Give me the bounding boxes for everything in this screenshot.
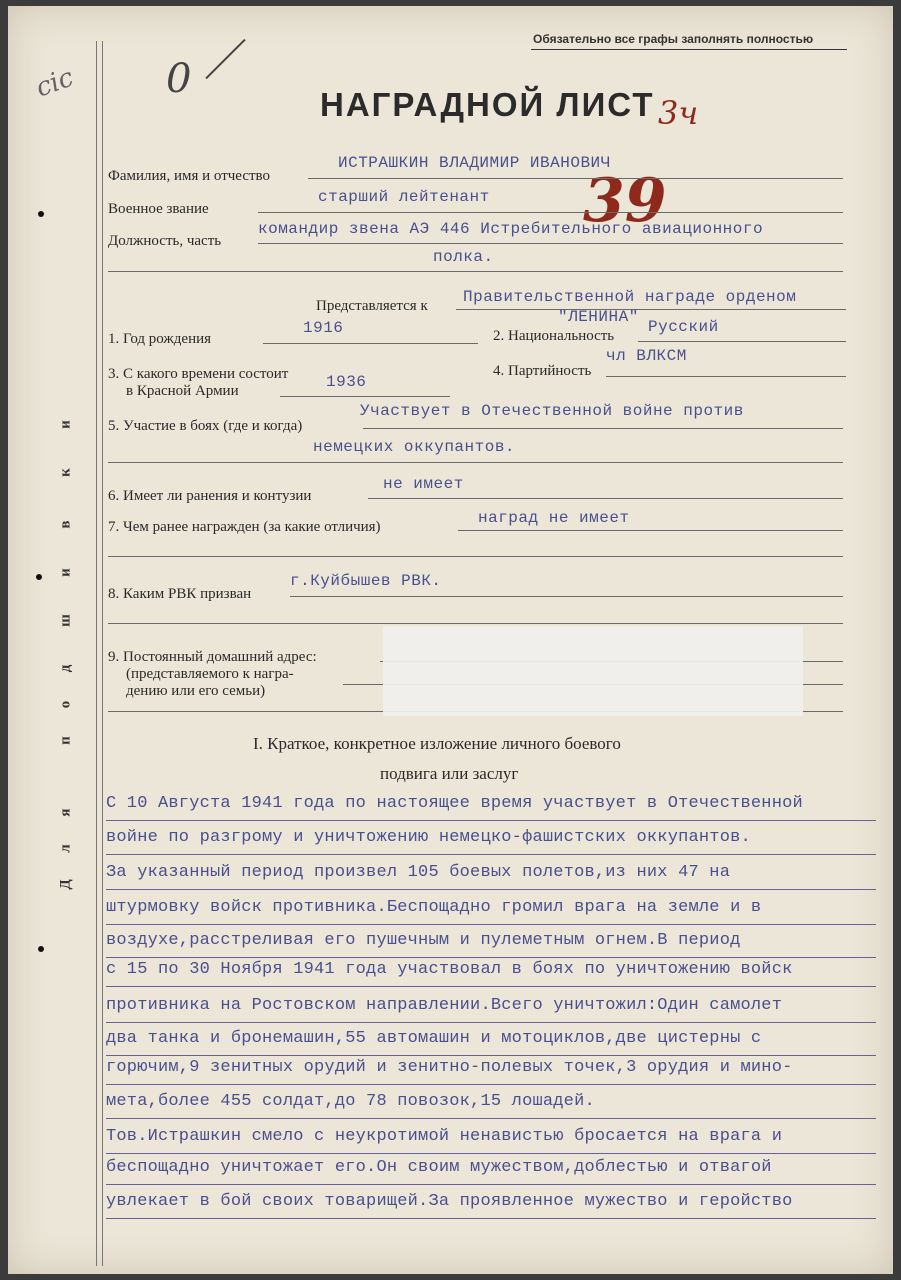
body-underline [106, 820, 876, 821]
pencil-stroke [205, 39, 245, 79]
body-underline [106, 854, 876, 855]
battles-rule-2 [108, 462, 843, 463]
award-sheet [8, 6, 893, 1274]
body-line: С 10 Августа 1941 года по настоящее время участвует в Отечественной [106, 794, 803, 813]
body-line: беспощадно уничтожает его.Он своим мужеством,доблестью и отвагой [106, 1158, 772, 1177]
left-margin-line [96, 41, 97, 1266]
body-line: два танка и бронемашин,55 автомашин и мотоциклов,две цистерны с [106, 1029, 762, 1048]
address-label-2: (представляемого к награ- [126, 666, 294, 682]
body-line: с 15 по 30 Ноября 1941 года участвовал в боях по уничтожению войск [106, 960, 793, 979]
body-line: противника на Ростовском направлении.Всего уничтожил:Один самолет [106, 996, 783, 1015]
body-underline [106, 1118, 876, 1119]
party-value: чл ВЛКСМ [606, 347, 687, 365]
binding-hole [36, 574, 42, 580]
body-underline [106, 1184, 876, 1185]
body-line: войне по разгрому и уничтожению немецко-фашистских оккупантов. [106, 828, 751, 847]
left-margin-line-inner [102, 41, 103, 1266]
presented-value-2: "ЛЕНИНА" [558, 308, 639, 326]
post-rule-2 [108, 271, 843, 272]
title-number-handwritten: 3ч [658, 94, 699, 132]
wounds-label: 6. Имеет ли ранения и контузии [108, 488, 312, 504]
body-underline [106, 889, 876, 890]
margin-label-for-binding: Д л я п о д ш и в к и [57, 420, 74, 890]
fill-all-fields-note: Обязательно все графы заполнять полностью [533, 32, 814, 46]
body-underline [106, 1084, 876, 1085]
battles-label: 5. Участие в боях (где и когда) [108, 418, 303, 434]
wounds-value: не имеет [383, 475, 464, 493]
fio-label: Фамилия, имя и отчество [108, 168, 271, 184]
wounds-rule [368, 498, 843, 499]
fio-value: ИСТРАШКИН ВЛАДИМИР ИВАНОВИЧ [338, 154, 611, 172]
nationality-label: 2. Национальность [493, 328, 615, 344]
body-line: воздухе,расстреливая его пушечным и пулеметным огнем.В период [106, 931, 741, 950]
body-underline [106, 1055, 876, 1056]
body-line: За указанный период произвел 105 боевых полетов,из них 47 на [106, 863, 731, 882]
birth-year-label: 1. Год рождения [108, 331, 212, 347]
body-line: мета,более 455 солдат,до 78 повозок,15 лошадей. [106, 1092, 595, 1111]
body-line: увлекает в бой своих товарищей.За проявленное мужество и геройство [106, 1192, 793, 1211]
army-since-value: 1936 [326, 373, 367, 391]
post-value-2: полка. [433, 248, 494, 266]
binding-hole [38, 946, 44, 952]
rvk-value: г.Куйбышев РВК. [290, 572, 442, 590]
body-underline [106, 924, 876, 925]
army-since-label-2: в Красной Армии [126, 383, 239, 399]
body-underline [106, 1218, 876, 1219]
birth-year-value: 1916 [303, 319, 344, 337]
presented-label: Представляется к [316, 298, 428, 314]
body-underline [106, 1153, 876, 1154]
army-since-rule [280, 396, 450, 397]
address-label-3: дению или его семьи) [126, 683, 266, 699]
zero-handwritten: 0 [166, 56, 192, 102]
large-number-handwritten: 39 [583, 166, 667, 236]
army-since-label-1: 3. С какого времени состоит [108, 366, 289, 382]
previous-awards-label: 7. Чем ранее награжден (за какие отличия) [108, 519, 381, 535]
previous-awards-rule-2 [108, 556, 843, 557]
rvk-rule-2 [108, 623, 843, 624]
previous-awards-value: наград не имеет [478, 509, 630, 527]
body-underline [106, 1022, 876, 1023]
body-line: штурмовку войск противника.Беспощадно громил врага на земле и в [106, 898, 762, 917]
party-rule [606, 376, 846, 377]
body-line: горючим,9 зенитных орудий и зенитно-полевых точек,3 орудия и мино- [106, 1058, 793, 1077]
rank-label: Военное звание [108, 201, 209, 217]
battles-rule-1 [363, 428, 843, 429]
post-label: Должность, часть [108, 233, 222, 249]
body-line: Тов.Истрашкин смело с неукротимой ненавистью бросается на врага и [106, 1127, 783, 1146]
party-label: 4. Партийность [493, 363, 592, 379]
page-title: НАГРАДНОЙ ЛИСТ [320, 86, 655, 123]
presented-rule [456, 309, 846, 310]
post-rule-1 [258, 243, 843, 244]
corner-initials-handwritten: сiс [31, 62, 78, 104]
redacted-address-block [383, 626, 803, 716]
nationality-value: Русский [648, 318, 719, 336]
note-underline [531, 49, 847, 50]
post-value-1: командир звена АЭ 446 Истребительного авиационного [258, 220, 764, 238]
rank-rule [258, 212, 843, 213]
rank-value: старший лейтенант [318, 188, 490, 206]
address-label-1: 9. Постоянный домашний адрес: [108, 649, 317, 665]
nationality-rule [638, 341, 846, 342]
previous-awards-rule [458, 530, 843, 531]
fio-rule [308, 178, 843, 179]
battles-value-1: Участвует в Отечественной войне против [360, 402, 744, 420]
presented-value-1: Правительственной награде орденом [463, 288, 797, 306]
section-heading-2: подвига или заслуг [380, 764, 519, 783]
rvk-label: 8. Каким РВК призван [108, 586, 252, 602]
rvk-rule [290, 596, 843, 597]
battles-value-2: немецких оккупантов. [313, 438, 516, 456]
section-heading-1: I. Краткое, конкретное изложение личного боевого [253, 734, 621, 753]
binding-hole [38, 211, 44, 217]
body-underline [106, 986, 876, 987]
birth-year-rule [263, 343, 478, 344]
body-underline [106, 957, 876, 958]
